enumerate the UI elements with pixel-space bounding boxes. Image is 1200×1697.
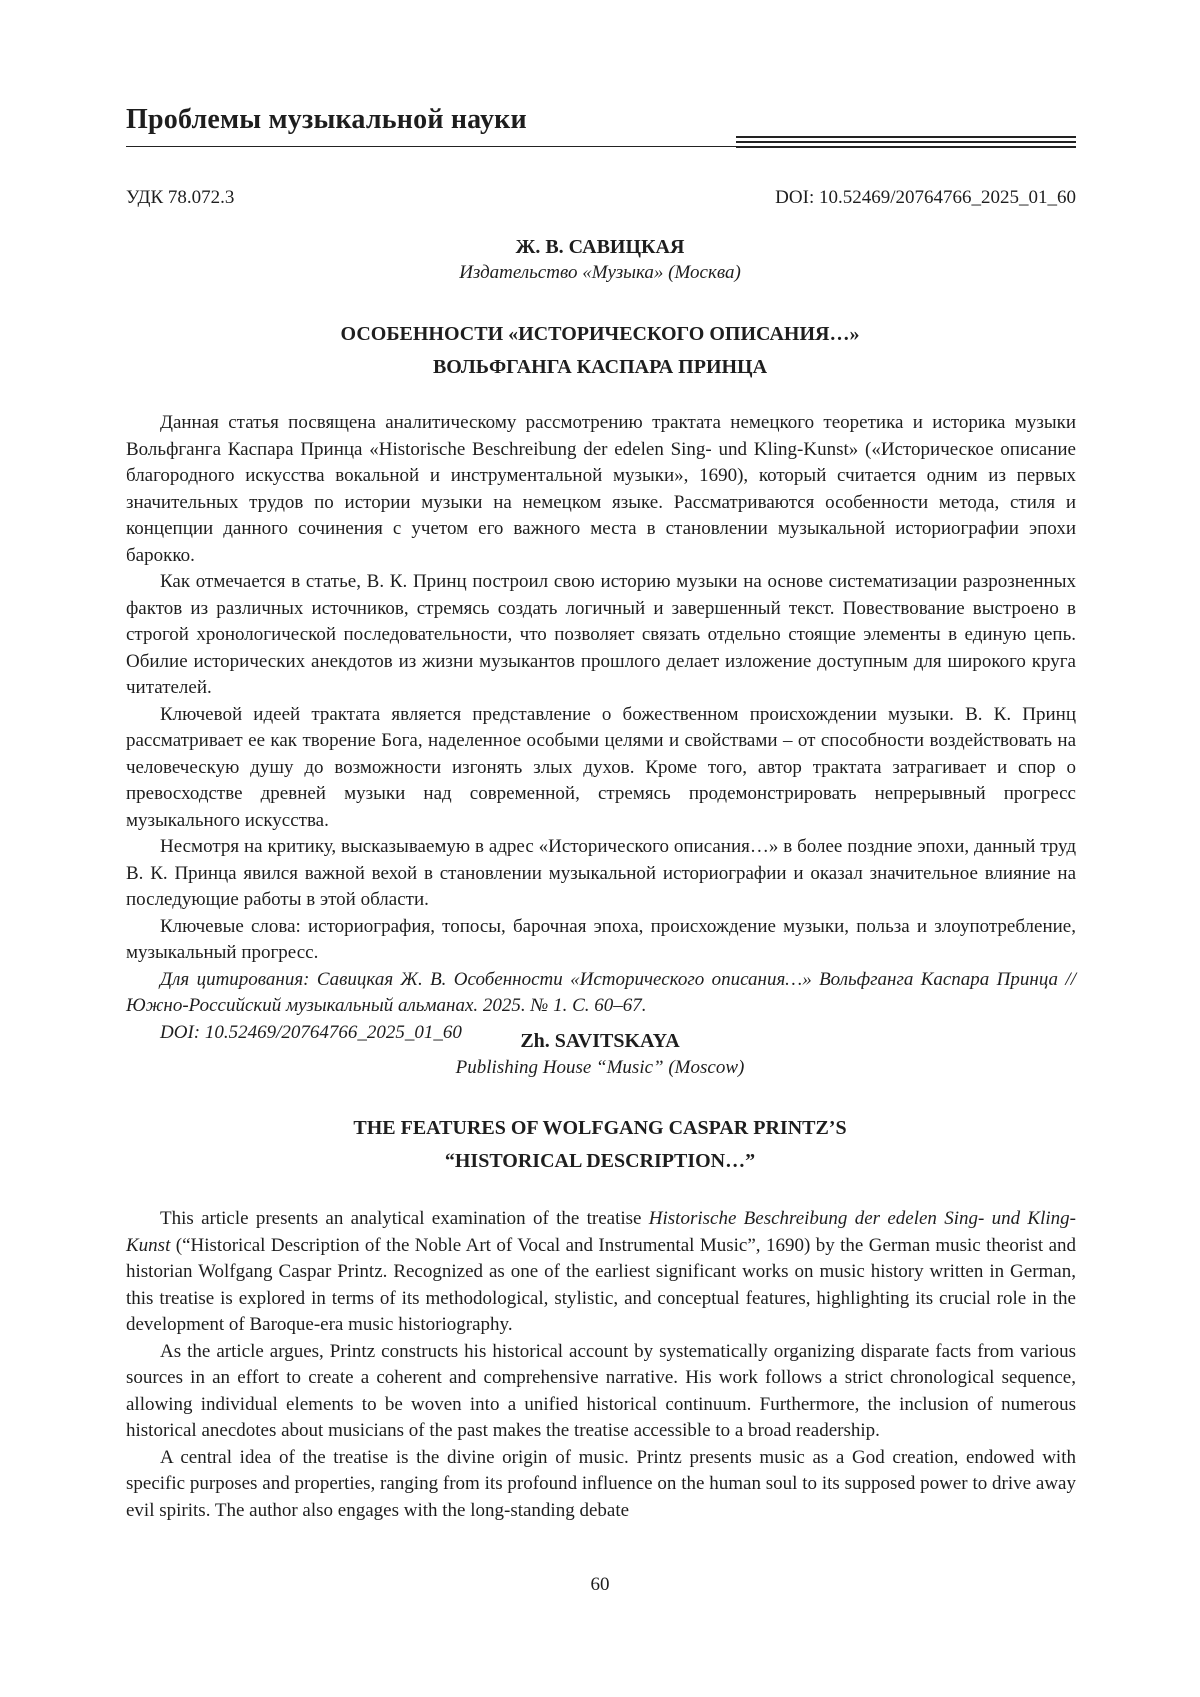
abstract-ru	[126, 410, 1076, 1046]
citation-ru: Для цитирования: Савицкая Ж. В. Особенности «Исторического описания…» Вольфганга Каспара Принца // Южно-Российский музыкальный альманах. 2025. № 1. С. 60–67.	[126, 968, 1076, 1016]
article-title-en-line2: “HISTORICAL DESCRIPTION…”	[444, 1150, 756, 1172]
page-number: 60	[590, 1574, 610, 1595]
article-title-ru	[0, 318, 1200, 384]
author-ru: Ж. В. САВИЦКАЯ	[515, 236, 685, 258]
abstract-ru-paragraph: Несмотря на критику, высказываемую в адрес «Исторического описания…» в более поздние эпохи, данный труд В. К. Принца явился важной вехой в становлении музыкальной историографии и оказал значительное влияние на последующие работы в этой области.	[126, 836, 1076, 910]
abstract-en	[126, 1206, 1076, 1524]
abstract-en-p1-start: This article presents an analytical examination of the treatise	[160, 1208, 649, 1229]
abstract-en-paragraph	[126, 1206, 1076, 1339]
article-title-en	[0, 1112, 1200, 1178]
abstract-en-paragraph: A central idea of the treatise is the divine origin of music. Printz presents music as a God creation, endowed with specific purposes and properties, ranging from its profound influence on the human soul to its supposed power to drive away evil spirits. The author also engages with the long-standing debate	[126, 1446, 1076, 1521]
author-en: Zh. SAVITSKAYA	[520, 1030, 680, 1052]
treatise-title-italic: Historische Beschreibung der edelen Sing- und Kling-Kunst	[126, 1208, 1076, 1256]
affiliation-ru: Издательство «Музыка» (Москва)	[459, 262, 741, 283]
keywords-ru: Ключевые слова: историография, топосы, барочная эпоха, происхождение музыки, польза и злоупотребление, музыкальный прогресс.	[126, 915, 1076, 963]
article-title-en-line1: THE FEATURES OF WOLFGANG CASPAR PRINTZ’S	[353, 1117, 847, 1139]
abstract-en-p1-end: (“Historical Description of the Noble Art of Vocal and Instrumental Music”, 1690) by the German music theorist and historian Wolfgang Caspar Printz. Recognized as one of the earliest significant works on music history written in German, this treatise is explored in terms of its methodological, stylistic, and conceptual features, highlighting its crucial role in the development of Baroque-era music historiography.	[126, 1234, 1076, 1335]
abstract-ru-paragraph: Данная статья посвящена аналитическому рассмотрению трактата немецкого теоретика и историка музыки Вольфганга Каспара Принца «Historische Beschreibung der edelen Sing- und Kling-Kunst» («Историческое описание благородного искусства вокальной и инструментальной музыки», 1690), который считается одним из первых значительных трудов по истории музыки на немецком языке. Рассматриваются особенности метода, стиля и концепции данного сочинения с учетом его важного места в становлении музыкальной историографии эпохи барокко.	[126, 412, 1076, 566]
affiliation-en: Publishing House “Music” (Moscow)	[455, 1057, 745, 1078]
abstract-en-paragraph: As the article argues, Printz constructs his historical account by systematically organizing disparate facts from various sources in an effort to create a coherent and comprehensive narrative. His work follows a strict chronological sequence, allowing individual elements to be woven into a unified historical continuum. Furthermore, the inclusion of numerous historical anecdotes about musicians of the past makes the treatise accessible to a broad readership.	[126, 1340, 1076, 1441]
citation-doi: DOI: 10.52469/20764766_2025_01_60	[160, 1021, 462, 1043]
doi-header: DOI: 10.52469/20764766_2025_01_60	[775, 187, 1076, 208]
abstract-ru-paragraph: Как отмечается в статье, В. К. Принц построил свою историю музыки на основе систематизации разрозненных фактов из различных источников, стремясь создать логичный и завершенный текст. Повествование выстроено в строгой хронологической последовательности, что позволяет связать отдельно стоящие элементы в единую цепь. Обилие исторических анекдотов из жизни музыкантов прошлого делает изложение доступным для широкого круга читателей.	[126, 571, 1076, 698]
article-title-ru-line1: ОСОБЕННОСТИ «ИСТОРИЧЕСКОГО ОПИСАНИЯ…»	[340, 323, 860, 345]
udc-code: УДК 78.072.3	[126, 187, 235, 208]
article-title-ru-line2: ВОЛЬФГАНГА КАСПАРА ПРИНЦА	[432, 356, 768, 378]
journal-title: Проблемы музыкальной науки	[126, 104, 527, 135]
abstract-ru-paragraph: Ключевой идеей трактата является представление о божественном происхождении музыки. В. К. Принц рассматривает ее как творение Бога, наделенное особыми целями и свойствами – от способности воздействовать на человеческую душу до возможности изгонять злых духов. Кроме того, автор трактата затрагивает и спор о превосходстве древней музыки над современной, стремясь продемонстрировать непрерывный прогресс музыкального искусства.	[126, 703, 1076, 831]
header-rule-thick	[736, 136, 1076, 151]
